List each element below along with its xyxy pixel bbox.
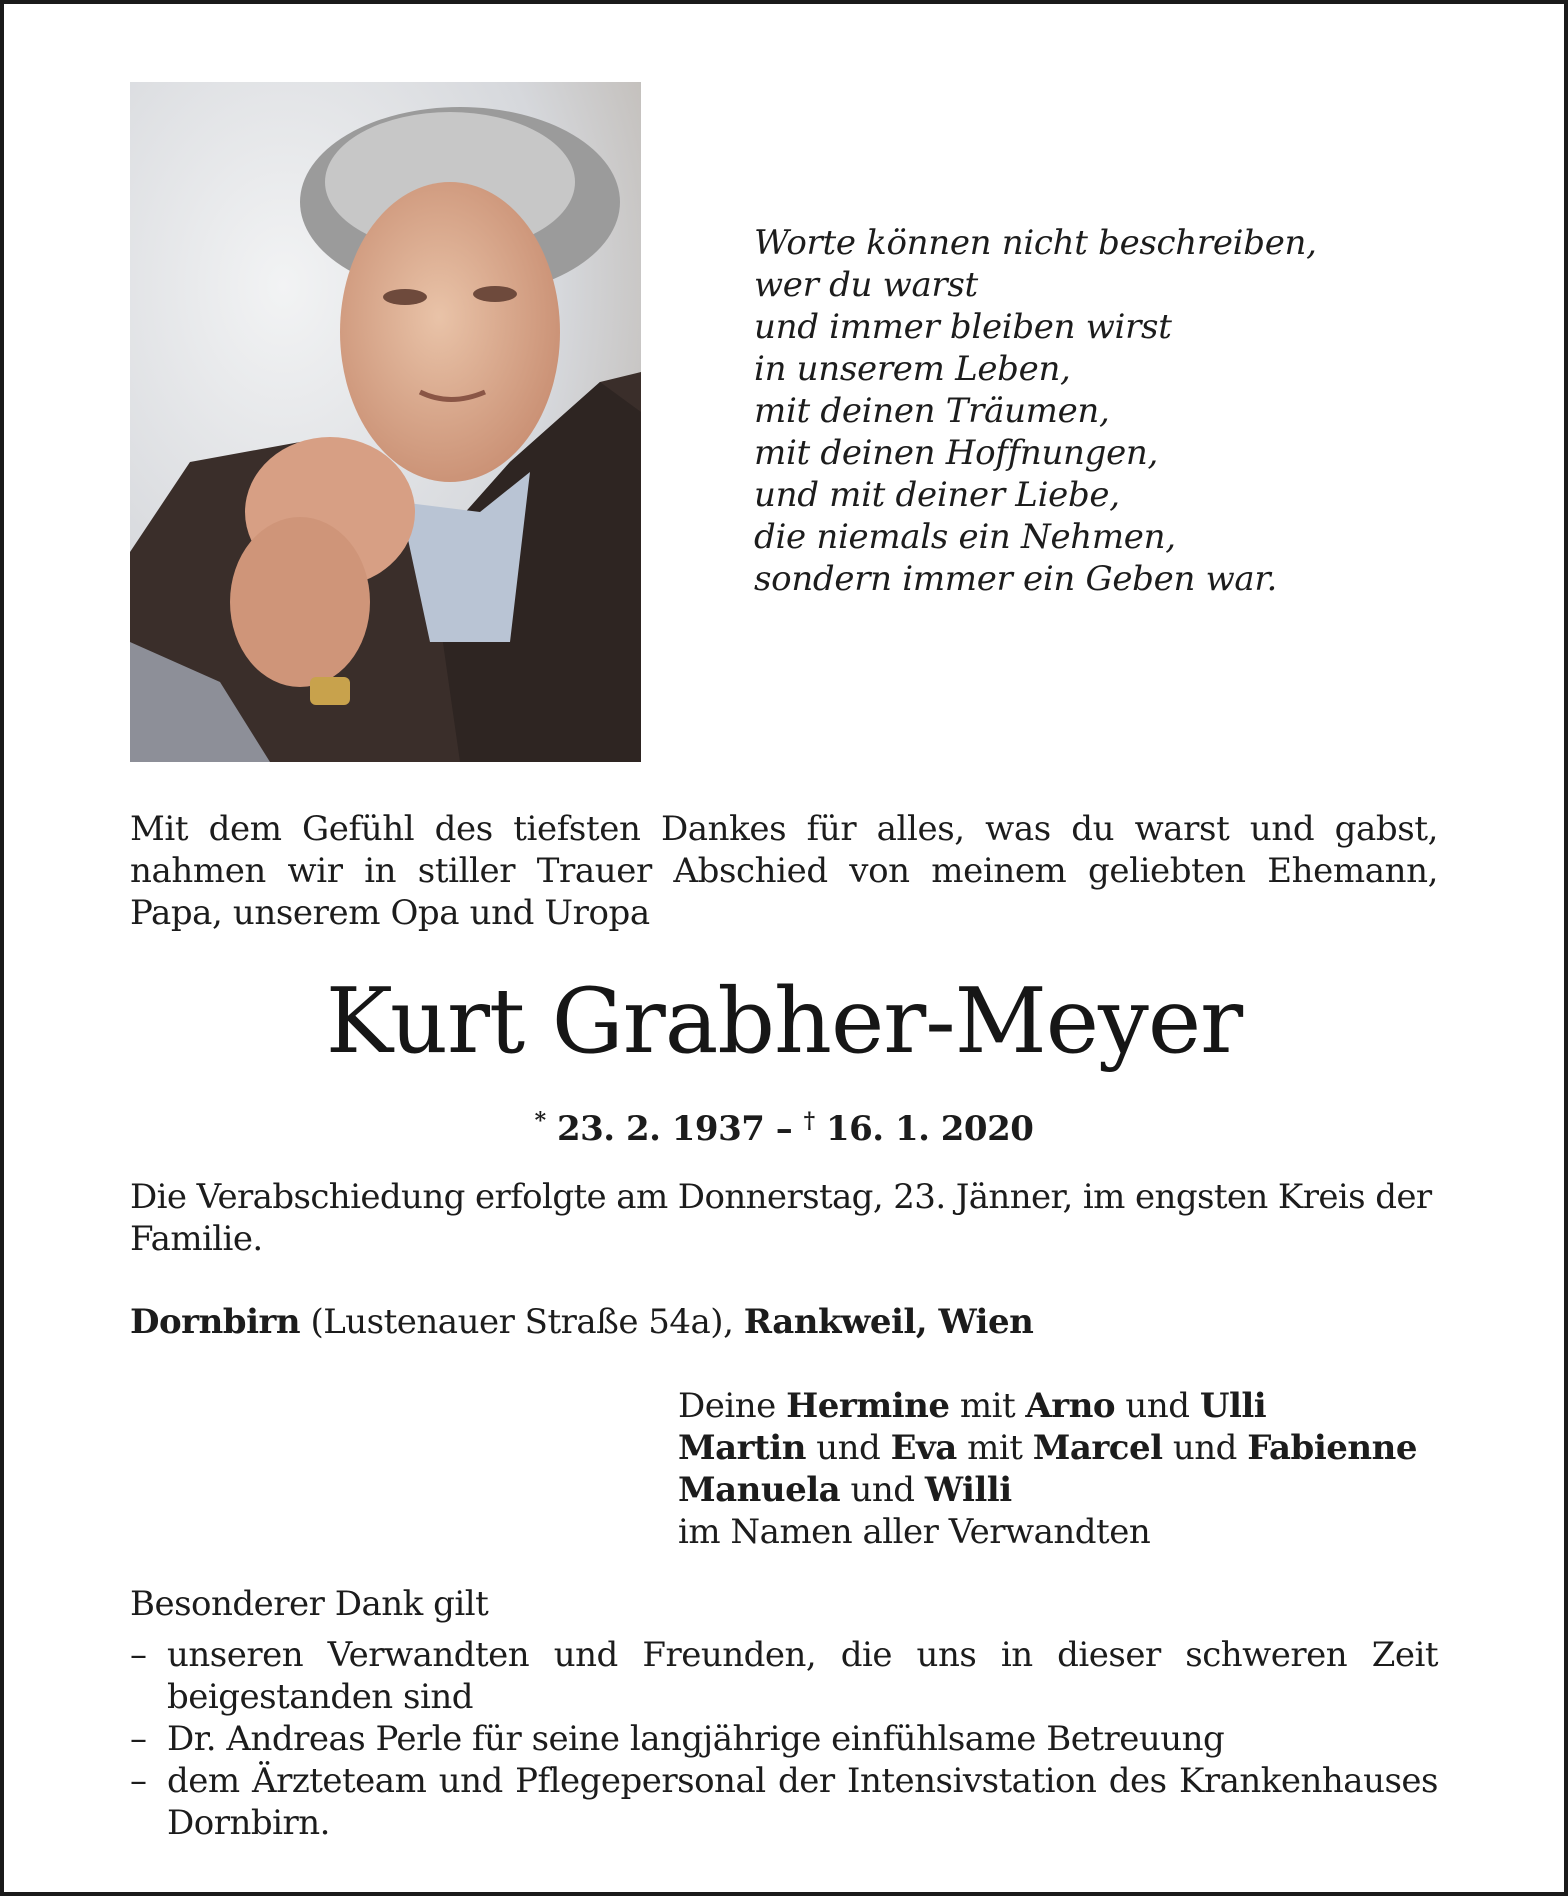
death-symbol: † <box>803 1108 815 1134</box>
thanks-heading: Besonderer Dank gilt <box>130 1584 489 1624</box>
dash-bullet: – <box>130 1761 147 1801</box>
list-item <box>130 1718 1438 1760</box>
family-name: Martin <box>678 1428 806 1468</box>
dash-bullet: – <box>130 1635 147 1675</box>
poem <box>754 222 1454 600</box>
family-text: und <box>840 1470 925 1510</box>
deceased-name: Kurt Grabher-Meyer <box>325 969 1243 1074</box>
family-text: und <box>805 1428 891 1468</box>
death-date: 16. 1. 2020 <box>825 1109 1034 1149</box>
place-address: (Lustenauer Straße 54a), <box>310 1302 734 1342</box>
portrait-image <box>130 82 641 762</box>
thanks-item-text: dem Ärzteteam und Pflegepersonal der Intensivstation des Krankenhauses Dornbirn. <box>167 1761 1438 1843</box>
intro-text: Mit dem Gefühl des tiefsten Dankes für alles, was du warst und gabst, nahmen wir in stiller Trauer Abschied von meinem geliebten Ehemann, Papa, unserem Opa und Uropa <box>130 809 1438 933</box>
family-text: und <box>1115 1386 1200 1426</box>
thanks-item-text: unseren Verwandten und Freunden, die uns in dieser schweren Zeit beigestanden sind <box>167 1635 1438 1717</box>
life-dates <box>0 1100 1568 1150</box>
family-text: mit <box>949 1386 1026 1426</box>
family-text: Deine <box>678 1386 787 1426</box>
family-name: Eva <box>890 1428 957 1468</box>
list-item <box>130 1760 1438 1844</box>
poem-line: und immer bleiben wirst <box>754 307 1172 347</box>
family-line-4: im Namen aller Verwandten <box>678 1512 1151 1552</box>
family-name: Hermine <box>786 1386 950 1426</box>
family-name: Marcel <box>1032 1428 1163 1468</box>
birth-symbol: * <box>534 1108 546 1134</box>
poem-line: und mit deiner Liebe, <box>754 475 1120 515</box>
birth-date: 23. 2. 1937 <box>556 1109 765 1149</box>
family-text: mit <box>956 1428 1033 1468</box>
farewell-text: Die Verabschiedung erfolgte am Donnerstag, 23. Jänner, im engsten Kreis der Familie. <box>130 1177 1432 1259</box>
poem-line: in unserem Leben, <box>754 349 1071 389</box>
family-name: Manuela <box>678 1470 841 1510</box>
family-signature <box>678 1385 1478 1553</box>
family-line-1 <box>678 1385 1478 1427</box>
family-name: Arno <box>1025 1386 1116 1426</box>
list-item <box>130 1634 1438 1718</box>
thanks-item-text: Dr. Andreas Perle für seine langjährige einfühlsame Betreuung <box>167 1719 1225 1759</box>
family-line-2 <box>678 1427 1478 1469</box>
poem-line: die niemals ein Nehmen, <box>754 517 1176 557</box>
poem-line: mit deinen Träumen, <box>754 391 1110 431</box>
family-name: Willi <box>924 1470 1012 1510</box>
portrait-photo <box>130 82 641 762</box>
family-name: Fabienne <box>1247 1428 1417 1468</box>
thanks-list <box>130 1634 1438 1844</box>
dash-bullet: – <box>130 1719 147 1759</box>
place-dornbirn: Dornbirn <box>130 1302 301 1342</box>
family-name: Ulli <box>1199 1386 1267 1426</box>
poem-line: Worte können nicht beschreiben, <box>754 223 1317 263</box>
poem-line: sondern immer ein Geben war. <box>754 559 1278 599</box>
poem-line: mit deinen Hoffnungen, <box>754 433 1159 473</box>
family-line-3 <box>678 1469 1478 1511</box>
family-text: und <box>1162 1428 1248 1468</box>
places <box>130 1301 1438 1343</box>
date-separator: – <box>775 1109 793 1149</box>
place-others: Rankweil, Wien <box>743 1302 1034 1342</box>
poem-line: wer du warst <box>754 265 978 305</box>
